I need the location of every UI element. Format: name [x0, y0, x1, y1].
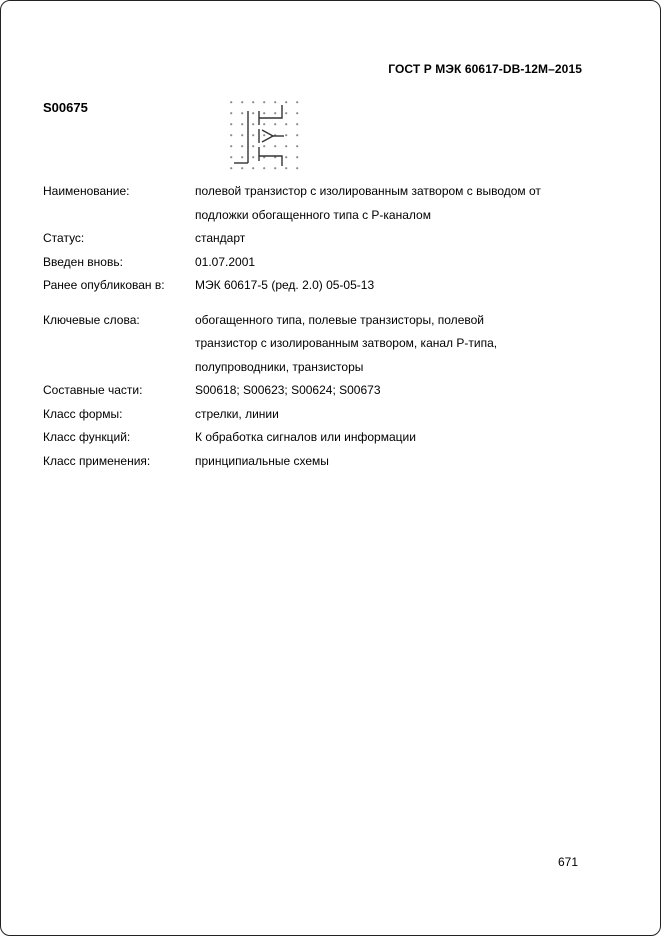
field-label: Статус: — [43, 231, 85, 245]
grid-dots — [228, 98, 302, 172]
page-number: 671 — [557, 855, 578, 869]
field-label: Ключевые слова: — [43, 312, 140, 327]
field-value: S00618; S00623; S00624; S00673 — [195, 383, 381, 397]
transistor-symbol-figure — [228, 98, 302, 172]
field-label: Ранее опубликован в: — [43, 278, 165, 292]
field-value: стандарт — [195, 231, 246, 245]
field-label: Введен вновь: — [43, 254, 123, 269]
attribute-table — [43, 180, 582, 473]
field-label: Класс функций: — [43, 430, 131, 444]
field-value: К обработка сигналов или информации — [195, 430, 416, 444]
table-row-keywords — [43, 309, 582, 380]
field-value: стрелки, линии — [195, 406, 279, 421]
field-value: обогащенного типа, полевые транзисторы, полевой транзистор с изолированным затвором, канал P-типа, полупроводники, транзисторы — [195, 312, 498, 374]
table-row-shape-class — [43, 403, 582, 427]
field-value: принципиальные схемы — [195, 453, 329, 468]
table-row-application-class — [43, 450, 582, 474]
table-row-name — [43, 180, 582, 227]
igfet-symbol-icon — [228, 98, 302, 172]
field-label: Составные части: — [43, 383, 143, 397]
field-label: Наименование: — [43, 184, 130, 198]
table-row-components — [43, 379, 582, 403]
table-row-reintroduced — [43, 251, 582, 275]
symbol-id: S00675 — [43, 100, 88, 115]
field-value: МЭК 60617-5 (ред. 2.0) 05-05-13 — [195, 278, 375, 292]
field-label: Класс применения: — [43, 453, 151, 468]
table-row-function-class — [43, 426, 582, 450]
table-row-status — [43, 227, 582, 251]
field-value: полевой транзистор с изолированным затвором с выводом от подложки обогащенного типа с P-каналом — [195, 184, 541, 222]
field-label: Класс формы: — [43, 406, 123, 421]
document-header: ГОСТ Р МЭК 60617-DB-12M–2015 — [388, 62, 582, 76]
field-value: 01.07.2001 — [195, 254, 256, 269]
table-row-previously-published — [43, 274, 582, 298]
